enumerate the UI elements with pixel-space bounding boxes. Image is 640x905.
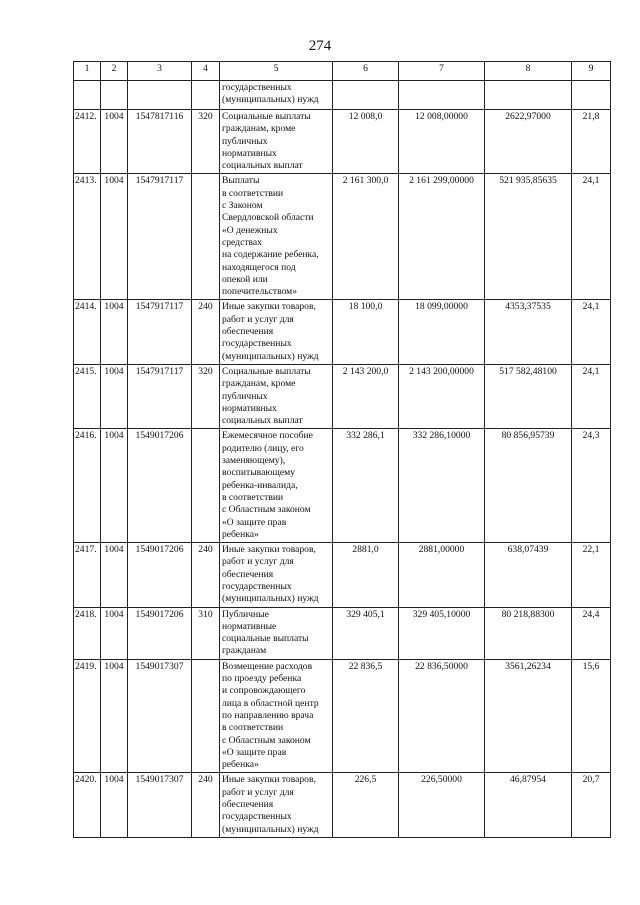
row-number-cell: 2413. [74,174,101,300]
row-number-cell: 2414. [74,300,101,364]
column-header: 5 [220,62,333,81]
approved-amount-cell: 18 099,00000 [399,300,485,364]
row-number-cell: 2417. [74,543,101,607]
column-header: 3 [128,62,192,81]
row-number-cell: 2415. [74,364,101,428]
target-code-cell: 1547917117 [128,174,192,300]
execution-percent-cell: 24,1 [572,174,611,300]
target-code-cell: 1549017206 [128,543,192,607]
execution-percent-cell [572,81,611,110]
target-code-cell: 1547917117 [128,300,192,364]
execution-percent-cell: 20,7 [572,773,611,837]
column-header: 8 [485,62,572,81]
column-header: 1 [74,62,101,81]
approved-amount-cell: 12 008,00000 [399,110,485,174]
row-number-cell: 2420. [74,773,101,837]
executed-amount-cell: 521 935,85635 [485,174,572,300]
planned-amount-cell: 332 286,1 [333,429,399,543]
expense-type-cell: 240 [192,773,220,837]
column-header: 7 [399,62,485,81]
executed-amount-cell: 638,07439 [485,543,572,607]
table-row [74,110,611,174]
execution-percent-cell: 24,3 [572,429,611,543]
expense-type-cell [192,429,220,543]
target-code-cell: 1547817116 [128,110,192,174]
section-code-cell: 1004 [101,300,128,364]
item-name-cell: Социальные выплаты гражданам, кроме публичных нормативных социальных выплат [220,364,333,428]
executed-amount-cell: 517 582,48100 [485,364,572,428]
executed-amount-cell [485,81,572,110]
table-row [74,174,611,300]
approved-amount-cell [399,81,485,110]
item-name-cell: Социальные выплаты гражданам, кроме публичных нормативных социальных выплат [220,110,333,174]
item-name-cell: государственных (муниципальных) нужд [220,81,333,110]
executed-amount-cell: 80 856,95739 [485,429,572,543]
approved-amount-cell: 226,50000 [399,773,485,837]
column-header: 6 [333,62,399,81]
planned-amount-cell: 18 100,0 [333,300,399,364]
budget-table [73,61,611,838]
target-code-cell: 1549017307 [128,773,192,837]
target-code-cell: 1549017206 [128,607,192,659]
planned-amount-cell: 226,5 [333,773,399,837]
executed-amount-cell: 80 218,88300 [485,607,572,659]
execution-percent-cell: 24,1 [572,364,611,428]
table-row [74,773,611,837]
item-name-cell: Возмещение расходов по проезду ребенка и сопровождающего лица в областной центр по направлению врача в соответствии с Областным законом «О защите прав ребенка» [220,659,333,773]
expense-type-cell: 320 [192,110,220,174]
planned-amount-cell: 22 836,5 [333,659,399,773]
executed-amount-cell: 4353,37535 [485,300,572,364]
expense-type-cell: 240 [192,300,220,364]
table-header-row [74,62,611,81]
approved-amount-cell: 22 836,50000 [399,659,485,773]
section-code-cell: 1004 [101,174,128,300]
table-row [74,300,611,364]
execution-percent-cell: 21,8 [572,110,611,174]
row-number-cell: 2419. [74,659,101,773]
expense-type-cell: 240 [192,543,220,607]
executed-amount-cell: 2622,97000 [485,110,572,174]
table-row [74,364,611,428]
section-code-cell: 1004 [101,364,128,428]
section-code-cell: 1004 [101,773,128,837]
planned-amount-cell: 2 143 200,0 [333,364,399,428]
target-code-cell [128,81,192,110]
target-code-cell: 1547917117 [128,364,192,428]
table-row [74,543,611,607]
executed-amount-cell: 46,87954 [485,773,572,837]
expense-type-cell: 320 [192,364,220,428]
table-row [74,659,611,773]
row-number-cell: 2412. [74,110,101,174]
expense-type-cell [192,174,220,300]
item-name-cell: Публичные нормативные социальные выплаты гражданам [220,607,333,659]
row-number-cell [74,81,101,110]
target-code-cell: 1549017206 [128,429,192,543]
approved-amount-cell: 2 161 299,00000 [399,174,485,300]
approved-amount-cell: 332 286,10000 [399,429,485,543]
execution-percent-cell: 22,1 [572,543,611,607]
section-code-cell: 1004 [101,429,128,543]
expense-type-cell: 310 [192,607,220,659]
executed-amount-cell: 3561,26234 [485,659,572,773]
column-header: 9 [572,62,611,81]
table-row [74,607,611,659]
row-number-cell: 2418. [74,607,101,659]
column-header: 2 [101,62,128,81]
execution-percent-cell: 24,4 [572,607,611,659]
page-number: 274 [308,38,332,54]
planned-amount-cell: 2881,0 [333,543,399,607]
section-code-cell: 1004 [101,543,128,607]
planned-amount-cell: 329 405,1 [333,607,399,659]
planned-amount-cell: 12 008,0 [333,110,399,174]
table-row [74,429,611,543]
expense-type-cell [192,81,220,110]
expense-type-cell [192,659,220,773]
table-row [74,81,611,110]
section-code-cell: 1004 [101,607,128,659]
item-name-cell: Иные закупки товаров, работ и услуг для обеспечения государственных (муниципальных) нужд [220,543,333,607]
section-code-cell [101,81,128,110]
approved-amount-cell: 2 143 200,00000 [399,364,485,428]
section-code-cell: 1004 [101,659,128,773]
target-code-cell: 1549017307 [128,659,192,773]
execution-percent-cell: 24,1 [572,300,611,364]
planned-amount-cell: 2 161 300,0 [333,174,399,300]
item-name-cell: Иные закупки товаров, работ и услуг для обеспечения государственных (муниципальных) нужд [220,773,333,837]
section-code-cell: 1004 [101,110,128,174]
column-header: 4 [192,62,220,81]
planned-amount-cell [333,81,399,110]
execution-percent-cell: 15,6 [572,659,611,773]
item-name-cell: Ежемесячное пособие родителю (лицу, его заменяющему), воспитывающему ребенка-инвалида, в соответствии с Областным законом «О защите прав ребенка» [220,429,333,543]
approved-amount-cell: 329 405,10000 [399,607,485,659]
row-number-cell: 2416. [74,429,101,543]
approved-amount-cell: 2881,00000 [399,543,485,607]
item-name-cell: Выплаты в соответствии с Законом Свердловской области «О денежных средствах на содержание ребенка, находящегося под опекой или попечительством» [220,174,333,300]
item-name-cell: Иные закупки товаров, работ и услуг для обеспечения государственных (муниципальных) нужд [220,300,333,364]
